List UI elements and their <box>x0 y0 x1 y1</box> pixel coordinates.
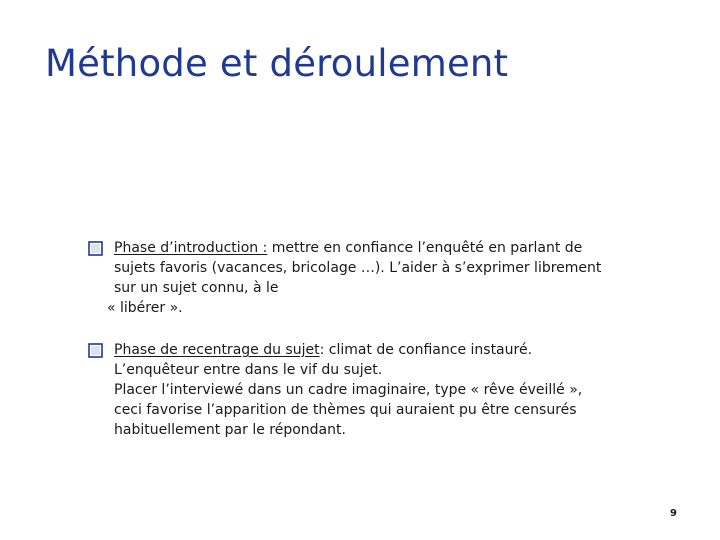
bullet-text: sur un sujet connu, à le <box>114 280 279 296</box>
checkbox-icon <box>88 343 103 358</box>
bullet-text: Placer l’interviewé dans un cadre imaginaire, type « rêve éveillé », <box>114 382 583 398</box>
checkbox-icon <box>88 241 103 256</box>
bullet-text: mettre en confiance l’enquêté en parlant de <box>267 240 583 256</box>
bullet-text: : climat de confiance instauré. <box>319 342 533 358</box>
phase-label: Phase d’introduction : <box>114 240 268 256</box>
bullet-text: « libérer ». <box>107 300 183 316</box>
bullet-text: ceci favorise l’apparition de thèmes qui auraient pu être censurés <box>114 402 577 418</box>
bullet-list <box>87 238 647 462</box>
slide-title: Méthode et déroulement <box>45 42 509 85</box>
bullet-first-line <box>114 340 647 360</box>
bullet-introduction-phase <box>87 238 647 318</box>
bullet-text: sujets favoris (vacances, bricolage …). L’aider à s’exprimer librement <box>114 260 602 276</box>
page-number: 9 <box>670 508 677 519</box>
bullet-text: L’enquêteur entre dans le vif du sujet. <box>114 362 383 378</box>
bullet-recentering-phase <box>87 340 647 440</box>
bullet-first-line <box>114 238 647 258</box>
phase-label: Phase de recentrage du sujet <box>114 342 320 358</box>
bullet-text: habituellement par le répondant. <box>114 422 346 438</box>
